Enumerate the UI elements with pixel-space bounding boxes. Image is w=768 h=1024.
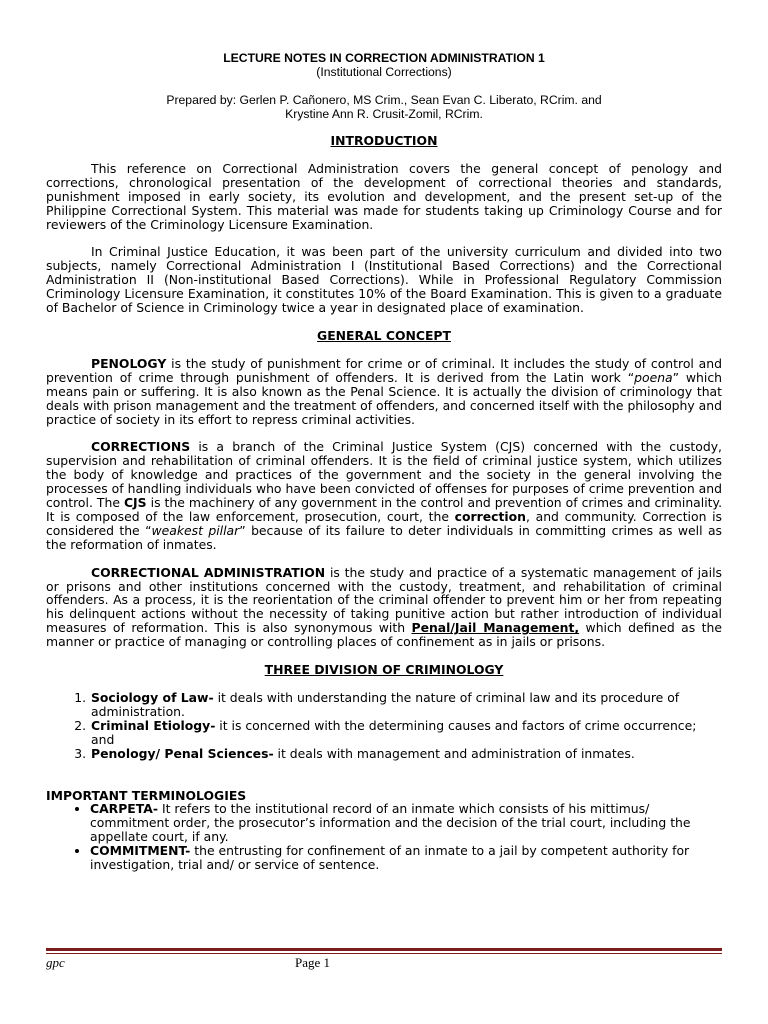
division-term: Criminal Etiology- (91, 717, 216, 733)
footer-initials: gpc (46, 955, 65, 970)
division-term: Penology/ Penal Sciences- (91, 745, 274, 761)
penal-jail-management: Penal/Jail Management, (411, 620, 580, 636)
correctional-administration-paragraph (46, 566, 722, 649)
penology-text-b: ” which means pain or suffering. It is also known as the Penal Science. It is actually the division of criminology that deals with prison management and the treatment of offenders, and concerned itself with the philosophy and practice of society in its effort to repress criminal activities. (46, 369, 723, 427)
document-title: LECTURE NOTES IN CORRECTION ADMINISTRATION 1 (223, 51, 545, 65)
footer-rule-thin (46, 953, 722, 954)
list-item (90, 844, 722, 872)
divisions-heading: THREE DIVISION OF CRIMINOLOGY (264, 662, 504, 678)
division-text: it deals with management and administration of inmates. (273, 745, 635, 761)
term-name: COMMITMENT- (90, 843, 191, 859)
list-item (90, 802, 722, 844)
divisions-list (46, 691, 722, 761)
corrections-cjs: CJS (123, 495, 147, 511)
corrections-correction: correction (454, 508, 526, 524)
penology-paragraph (46, 357, 722, 427)
prepared-by-line1: Prepared by: Gerlen P. Cañonero, MS Crim., Sean Evan C. Liberato, RCrim. and (166, 93, 602, 107)
division-text: it is concerned with the determining causes and factors of crime occurrence; and (91, 717, 697, 747)
list-item (90, 719, 722, 747)
correctional-administration-term: CORRECTIONAL ADMINISTRATION (91, 564, 326, 580)
ca-text-b: which defined as the manner or practice of managing or controlling places of confinement as in jails or prisons. (46, 620, 722, 650)
penology-text-a: is the study of punishment for crime or of criminal. It includes the study of control and prevention of crime through punishment of offenders. It is derived from the Latin work “ (46, 355, 722, 385)
corrections-term: CORRECTIONS (91, 439, 191, 455)
corrections-text-d: ” because of its failure to deter individuals in committing crimes as well as the reformation of inmates. (46, 522, 723, 552)
footer-rule-thick (46, 948, 722, 951)
document-body (46, 51, 722, 872)
document-subtitle: (Institutional Corrections) (316, 65, 452, 79)
penology-poena: poena (634, 369, 673, 385)
term-text: the entrusting for confinement of an inmate to a jail by competent authority for investigation, trial and/ or service of sentence. (90, 843, 690, 873)
corrections-paragraph (46, 440, 722, 551)
terminologies-heading: IMPORTANT TERMINOLOGIES (46, 787, 247, 803)
division-term: Sociology of Law- (91, 690, 214, 705)
introduction-paragraph-2: In Criminal Justice Education, it was been part of the university curriculum and divided into two subjects, namely Correctional Administration I (Institutional Based Corrections) and the Correctional Administration II (Non-institutional Based Corrections). While in Professional Regulatory Commission Criminology Licensure Examination, it constitutes 10% of the Board Examination. This is given to a graduate of Bachelor of Science in Criminology twice a year in designated place of examination. (46, 244, 722, 316)
general-concept-heading: GENERAL CONCEPT (317, 327, 451, 343)
corrections-weakest-pillar: weakest pillar (151, 522, 240, 538)
term-name: CARPETA- (90, 801, 158, 817)
corrections-text-c: , and community. Correction is considered the “ (46, 508, 722, 538)
corrections-text-a: is a branch of the Criminal Justice System (CJS) concerned with the custody, supervision and rehabilitation of criminal offenders. It is the field of criminal justice system, which utilizes the body of knowledge and practices of the government and the society in the general involving the processes of handling individuals who have been convicted of offenses for purposes of crime prevention and control. The (46, 439, 722, 511)
corrections-text-b: is the machinery of any government in the control and prevention of crimes and criminality. It is composed of the law enforcement, prosecution, court, the (46, 495, 723, 524)
terminologies-list (46, 802, 722, 872)
ca-text-a: is the study and practice of a systematic management of jails or prisons and other institutions concerned with the custody, treatment, and rehabilitation of criminal offenders. As a process, it is the reorientation of the criminal offender to prevent him or her from repeating his delinquent actions without the necessity of taking punitive action but rather introduction of individual measures of reformation. This is also synonymous with (46, 564, 722, 636)
prepared-by-line2: Krystine Ann R. Crusit-Zomil, RCrim. (285, 107, 483, 121)
penology-term: PENOLOGY (91, 355, 167, 371)
footer-page-number: Page 1 (295, 955, 331, 970)
introduction-paragraph-1: This reference on Correctional Administration covers the general concept of penology and corrections, chronological presentation of the development of correctional theories and standards, punishment imposed in early society, its evolution and development, and the present set-up of the Philippine Correctional System. This material was made for students taking up Criminology Course and for reviewers of the Criminology Licensure Examination. (46, 160, 722, 232)
term-text: It refers to the institutional record of an inmate which consists of his mittimus/ commitment order, the prosecutor’s information and the decision of the trial court, including the appellate court, if any. (90, 801, 691, 845)
division-text: it deals with understanding the nature of criminal law and its procedure of administration. (91, 690, 680, 719)
list-item (90, 747, 722, 761)
introduction-heading: INTRODUCTION (330, 133, 438, 148)
list-item (90, 691, 722, 719)
